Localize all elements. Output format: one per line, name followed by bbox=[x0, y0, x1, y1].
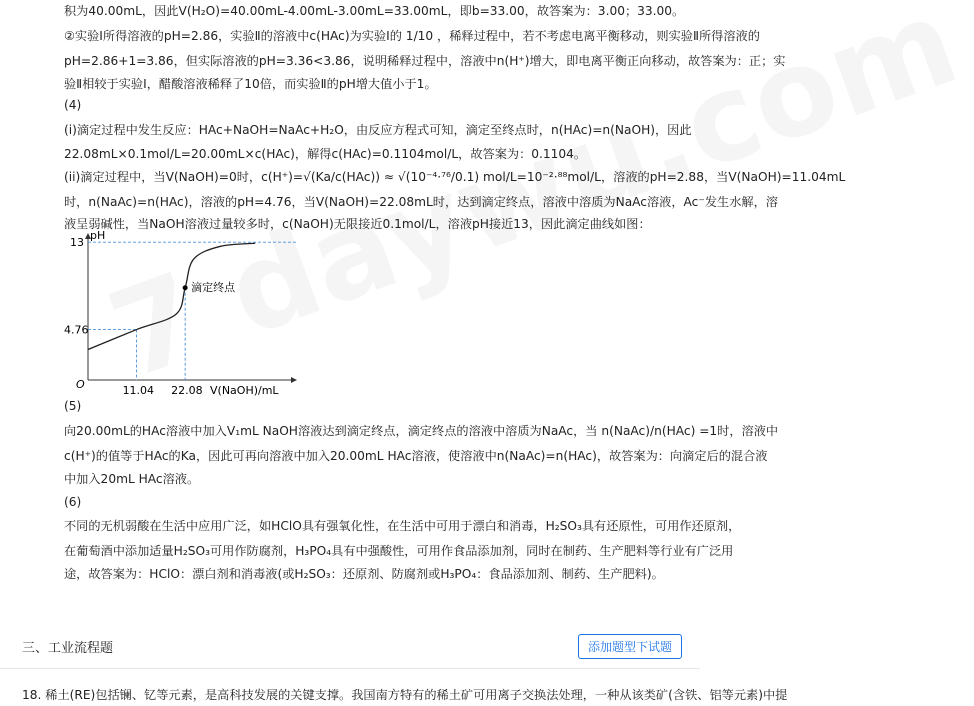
x-axis-label: V(NaOH)/mL bbox=[210, 384, 279, 397]
question-18-text: 18. 稀土(RE)包括镧、钇等元素，是高科技发展的关键支撑。我国南方特有的稀土矿可用离子交换法处理，一种从该类矿(含铁、铝等元素)中提 bbox=[22, 688, 788, 702]
text-line: ②实验Ⅰ所得溶液的pH=2.86，实验Ⅱ的溶液中c(HAc)为实验Ⅰ的 1/10 ，稀释过程中，若不考虑电离平衡移动，则实验Ⅱ所得溶液的 bbox=[64, 29, 760, 43]
y-tick-label: 4.76 bbox=[64, 323, 89, 337]
text-line: (ii)滴定过程中，当V(NaOH)=0时，c(H⁺)=√(Ka/c(HAc)) ≈ √(10⁻⁴·⁷⁶/0.1) mol/L=10⁻²·⁸⁸mol/L，溶液的pH=2.88，当V(NaOH)=11.04mL bbox=[64, 170, 846, 184]
text-line: 中加入20mL HAc溶液。 bbox=[64, 472, 200, 486]
section-number: (5) bbox=[64, 399, 82, 413]
text-line: 在葡萄酒中添加适量H₂SO₃可用作防腐剂，H₃PO₄具有中强酸性，可用作食品添加剂，同时在制药、生产肥料等行业有广泛用 bbox=[64, 544, 734, 558]
text-line: 液呈弱碱性，当NaOH溶液过量较多时，c(NaOH)无限接近0.1mol/L，溶液pH接近13，因此滴定曲线如图： bbox=[64, 217, 651, 231]
origin-label: O bbox=[76, 378, 85, 391]
divider bbox=[0, 668, 700, 669]
text-line: pH=2.86+1=3.86，但实际溶液的pH=3.36<3.86，说明稀释过程中，溶液中n(H⁺)增大，即电离平衡正向移动，故答案为：正；实 bbox=[64, 54, 786, 68]
text-line: c(H⁺)的值等于HAc的Ka，因此可再向溶液中加入20.00mL HAc溶液，使溶液中n(NaAc)=n(HAc)，故答案为：向滴定后的混合液 bbox=[64, 449, 768, 463]
titration-curve bbox=[88, 243, 255, 349]
text-line: 验Ⅱ相较于实验Ⅰ，醋酸溶液稀释了10倍，而实验Ⅱ的pH增大值小于1。 bbox=[64, 77, 437, 91]
text-line: (i)滴定过程中发生反应：HAc+NaOH=NaAc+H₂O，由反应方程式可知，滴定至终点时，n(HAc)=n(NaOH)，因此 bbox=[64, 123, 692, 137]
endpoint-annotation: 滴定终点 bbox=[191, 280, 236, 294]
x-tick-label: 11.04 bbox=[122, 384, 155, 397]
section-title: 三、工业流程题 bbox=[22, 641, 114, 656]
titration-curve-chart bbox=[60, 228, 300, 400]
section-number: (4) bbox=[64, 98, 82, 112]
text-line: 不同的无机弱酸在生活中应用广泛，如HClO具有强氧化性，在生活中可用于漂白和消毒，H₂SO₃具有还原性，可用作还原剂， bbox=[64, 519, 741, 533]
y-tick-label: 13 bbox=[70, 236, 84, 250]
add-question-button[interactable]: 添加题型下试题 bbox=[578, 634, 682, 659]
text-line: 途，故答案为：HClO：漂白剂和消毒液(或H₂SO₃：还原剂、防腐剂或H₃PO₄：食品添加剂、制药、生产肥料)。 bbox=[64, 567, 664, 581]
section-number: (6) bbox=[64, 495, 82, 509]
text-line: 时，n(NaAc)=n(HAc)，溶液的pH=4.76，当V(NaOH)=22.08mL时，达到滴定终点，溶液中溶质为NaAc溶液，Ac⁻发生水解，溶 bbox=[64, 195, 778, 209]
text-line: 积为40.00mL，因此V(H₂O)=40.00mL-4.00mL-3.00mL=33.00mL，即b=33.00，故答案为：3.00；33.00。 bbox=[64, 4, 685, 18]
endpoint-marker bbox=[183, 285, 188, 290]
text-line: 22.08mL×0.1mol/L=20.00mL×c(HAc)，解得c(HAc)=0.1104mol/L，故答案为：0.1104。 bbox=[64, 147, 587, 161]
x-tick-label: 22.08 bbox=[171, 384, 203, 397]
text-line: 向20.00mL的HAc溶液中加入V₁mL NaOH溶液达到滴定终点，滴定终点的溶液中溶质为NaAc，当 n(NaAc)/n(HAc) =1时，溶液中 bbox=[64, 424, 779, 438]
y-axis-label: pH bbox=[90, 229, 106, 242]
